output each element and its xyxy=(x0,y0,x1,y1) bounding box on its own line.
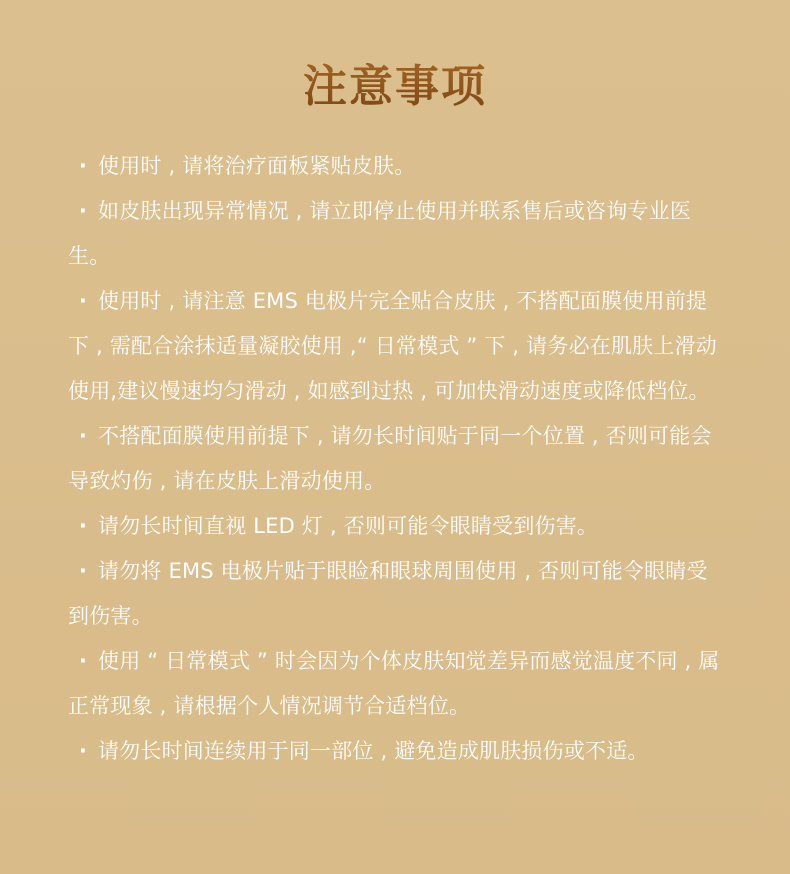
bullet-icon: · xyxy=(78,559,88,583)
note-item xyxy=(68,729,723,774)
note-text: 使用时 , 请注意 EMS 电极片完全贴合皮肤 , 不搭配面膜使用前提下 , 需配合涂抹适量凝胶使用 ,“ 日常模式 ” 下 , 请务必在肌肤上滑动使用,建议慢速均匀滑动 , 如感到过热 , 可加快滑动速度或降低档位。 xyxy=(68,289,717,403)
bullet-icon: · xyxy=(78,739,88,763)
note-text: 请勿长时间直视 LED 灯 , 否则可能令眼睛受到伤害。 xyxy=(98,514,599,538)
note-item xyxy=(68,144,723,189)
note-item xyxy=(68,414,723,504)
precautions-list xyxy=(68,144,723,774)
note-item xyxy=(68,189,723,279)
note-text: 使用 “ 日常模式 ” 时会因为个体皮肤知觉差异而感觉温度不同 , 属正常现象 , 请根据个人情况调节合适档位。 xyxy=(68,649,720,718)
page-title: 注意事项 xyxy=(0,50,790,114)
note-item xyxy=(68,504,723,549)
note-text: 使用时 , 请将治疗面板紧贴皮肤。 xyxy=(98,154,416,178)
bullet-icon: · xyxy=(78,649,88,673)
note-item xyxy=(68,279,723,414)
bullet-icon: · xyxy=(78,199,88,223)
note-text: 请勿长时间连续用于同一部位 , 避免造成肌肤损伤或不适。 xyxy=(98,739,649,763)
note-item xyxy=(68,639,723,729)
bullet-icon: · xyxy=(78,514,88,538)
bullet-icon: · xyxy=(78,424,88,448)
note-text: 请勿将 EMS 电极片贴于眼睑和眼球周围使用 , 否则可能令眼睛受到伤害。 xyxy=(68,559,708,628)
note-text: 不搭配面膜使用前提下 , 请勿长时间贴于同一个位置 , 否则可能会导致灼伤 , 请在皮肤上滑动使用。 xyxy=(68,424,712,493)
bullet-icon: · xyxy=(78,154,88,178)
bullet-icon: · xyxy=(78,289,88,313)
note-text: 如皮肤出现异常情况 , 请立即停止使用并联系售后或咨询专业医生。 xyxy=(68,199,692,268)
note-item xyxy=(68,549,723,639)
